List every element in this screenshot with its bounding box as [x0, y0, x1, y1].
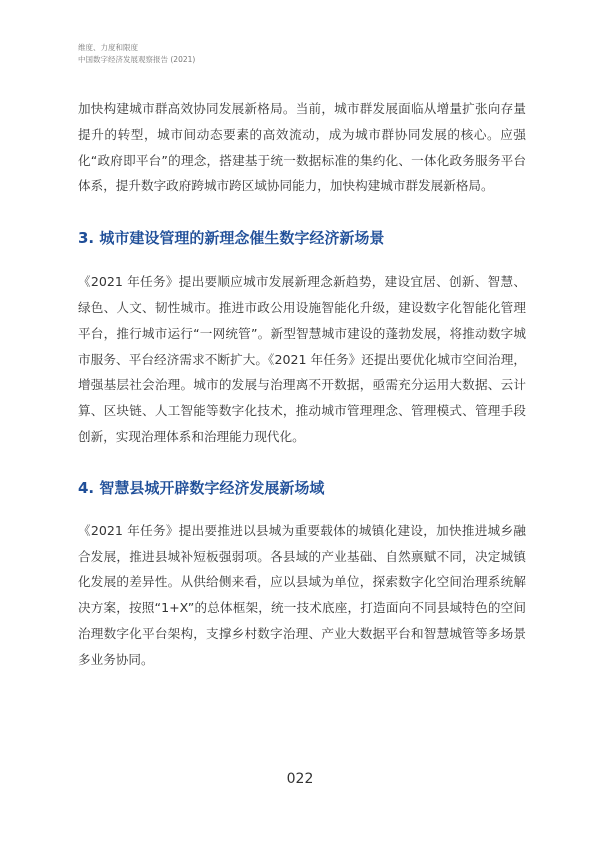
intro-paragraph: 加快构建城市群高效协同发展新格局。当前，城市群发展面临从增量扩张向存量提升的转型，城市间动态要素的高效流动，成为城市群协同发展的核心。应强化“政府即平台”的理念，搭建基于统一数据标准的集约化、一体化政务服务平台体系，提升数字政府跨城市跨区域协同能力，加快构建城市群发展新格局。 — [78, 101, 526, 194]
header-report-subtitle: 维度、力度和限度 — [78, 43, 138, 52]
section-4-heading: 4. 智慧县城开辟数字经济发展新场域 — [78, 478, 325, 497]
page-number: 022 — [286, 771, 314, 787]
page-body — [78, 96, 526, 673]
section-3-heading: 3. 城市建设管理的新理念催生数字经济新场景 — [78, 229, 385, 248]
running-header — [78, 42, 195, 66]
header-report-title: 中国数字经济发展观察报告 (2021) — [78, 55, 196, 64]
section-3-paragraph: 《2021 年任务》提出要顺应城市发展新理念新趋势，建设宜居、创新、智慧、绿色、人文、韧性城市。推进市政公用设施智能化升级，建设数字化智能化管理平台，推行城市运行“一网统管”。新型智慧城市建设的蓬勃发展，将推动数字城市服务、平台经济需求不断扩大。《2021 年任务》还提出要优化城市空间治理，增强基层社会治理。城市的发展与治理离不开数据，亟需充分运用大数据、云计算、区块链、人工智能等数字化技术，推动城市管理理念、管理模式、管理手段创新，实现治理体系和治理能力现代化。 — [78, 274, 526, 444]
section-4-paragraph: 《2021 年任务》提出要推进以县城为重要载体的城镇化建设，加快推进城乡融合发展，推进县城补短板强弱项。各县域的产业基础、自然禀赋不同，决定城镇化发展的差异性。从供给侧来看，应以县域为单位，探索数字化空间治理系统解决方案，按照“1+X”的总体框架，统一技术底座，打造面向不同县域特色的空间治理数字化平台架构，支撑乡村数字治理、产业大数据平台和智慧城管等多场景多业务协同。 — [78, 522, 526, 667]
